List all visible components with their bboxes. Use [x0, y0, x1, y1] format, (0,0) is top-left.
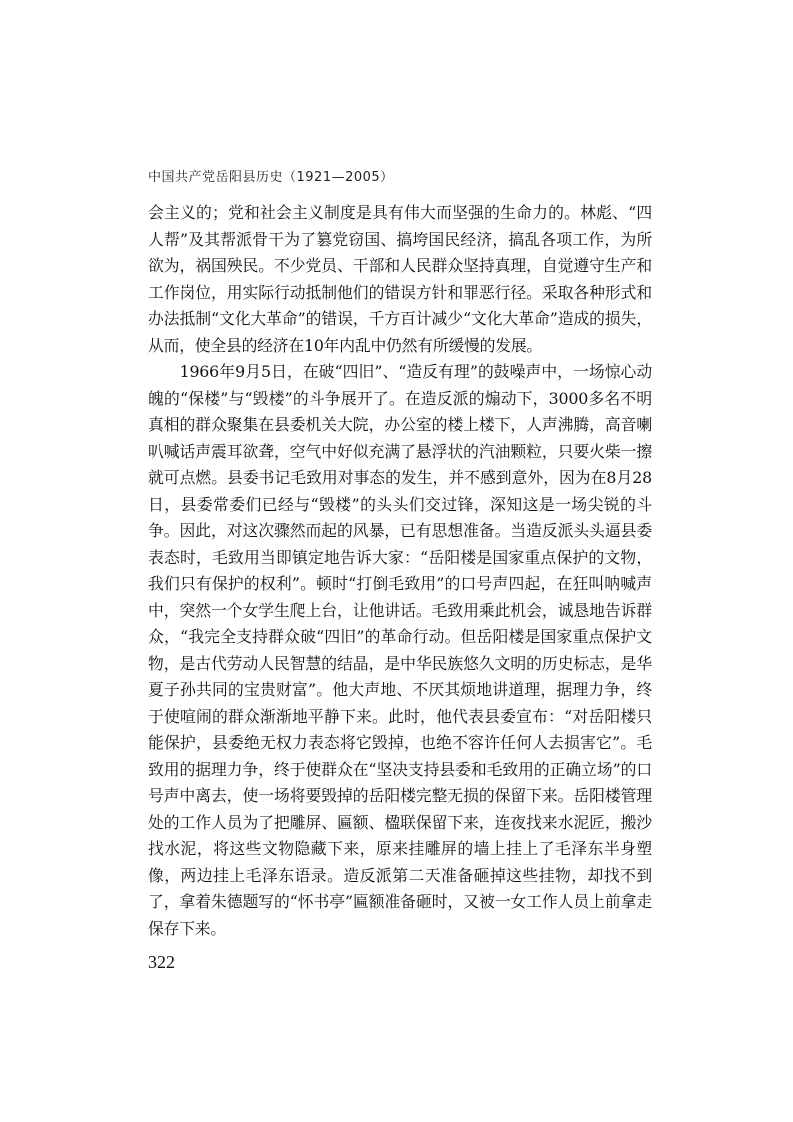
page-body: [148, 200, 652, 942]
paragraph-2: 1966年9月5日，在破“四旧”、“造反有理”的鼓噪声中，一场惊心动魄的“保楼”与“毁楼”的斗争展开了。在造反派的煽动下，3000多名不明真相的群众聚集在县委机关大院，办公室的楼上楼下，人声沸腾，高音喇叭喊话声震耳欲聋，空气中好似充满了悬浮状的汽油颗粒，只要火柴一擦就可点燃。县委书记毛致用对事态的发生，并不感到意外，因为在8月28日，县委常委们已经与“毁楼”的头头们交过锋，深知这是一场尖锐的斗争。因此，对这次骤然而起的风暴，已有思想准备。当造反派头头逼县委表态时，毛致用当即镇定地告诉大家：“岳阳楼是国家重点保护的文物，我们只有保护的权利”。顿时“打倒毛致用”的口号声四起，在狂叫呐喊声中，突然一个女学生爬上台，让他讲话。毛致用乘此机会，诚恳地告诉群众，“我完全支持群众破“四旧”的革命行动。但岳阳楼是国家重点保护文物，是古代劳动人民智慧的结晶，是中华民族悠久文明的历史标志，是华夏子孙共同的宝贵财富”。他大声地、不厌其烦地讲道理，据理力争，终于使喧闹的群众渐渐地平静下来。此时，他代表县委宣布：“对岳阳楼只能保护，县委绝无权力表态将它毁掉，也绝不容许任何人去损害它”。毛致用的据理力争，终于使群众在“坚决支持县委和毛致用的正确立场”的口号声中离去，使一场将要毁掉的岳阳楼完整无损的保留下来。岳阳楼管理处的工作人员为了把雕屏、匾额、楹联保留下来，连夜找来水泥匠，搬沙找水泥，将这些文物隐藏下来，原来挂雕屏的墙上挂上了毛泽东半身塑像，两边挂上毛泽东语录。造反派第二天准备砸掉这些挂物，却找不到了，拿着朱德题写的“怀书亭”匾额准备砸时，又被一女工作人员上前拿走保存下来。: [148, 362, 652, 938]
running-header: 中国共产党岳阳县历史（1921—2005）: [148, 170, 394, 185]
page-number: 322: [148, 952, 175, 972]
paragraph-1: 会主义的；党和社会主义制度是具有伟大而坚强的生命力的。林彪、“四人帮”及其帮派骨干为了篡党窃国、搞垮国民经济，搞乱各项工作，为所欲为，祸国殃民。不少党员、干部和人民群众坚持真理，自觉遵守生产和工作岗位，用实际行动抵制他们的错误方针和罪恶行径。采取各种形式和办法抵制“文化大革命”的错误，千方百计减少“文化大革命”造成的损失，从而，使全县的经济在10年内乱中仍然有所缓慢的发展。: [148, 203, 652, 355]
